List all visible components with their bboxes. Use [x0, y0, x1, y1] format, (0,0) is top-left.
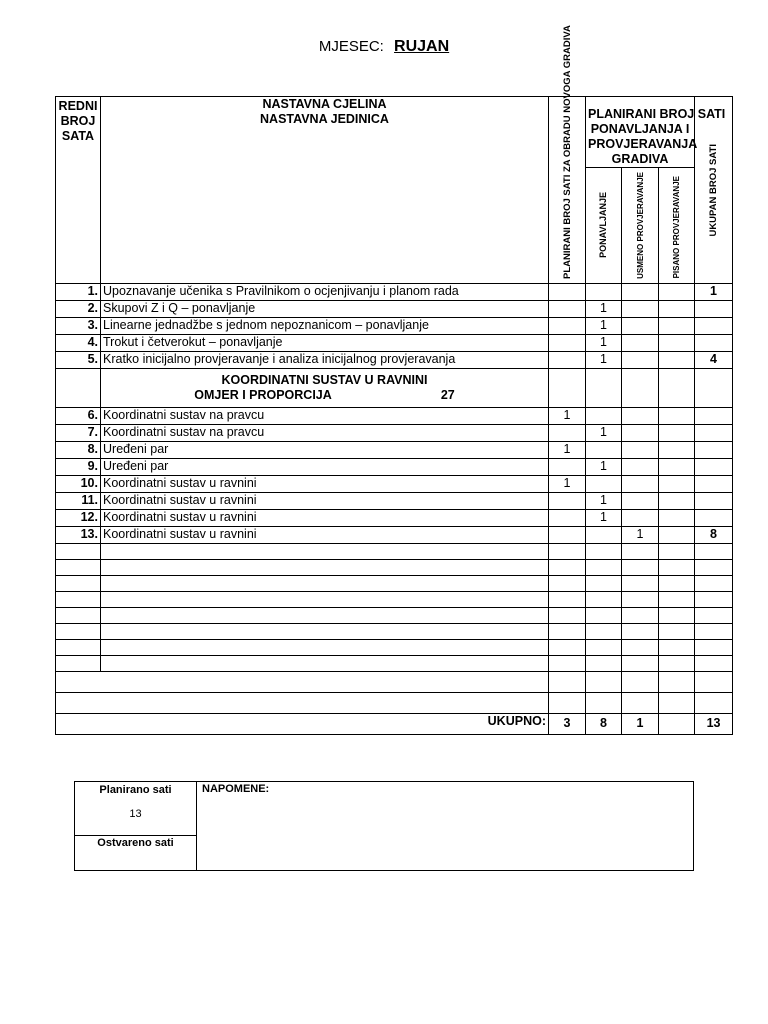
- totals-written: [659, 713, 695, 734]
- planned-hours-value: 13: [129, 808, 142, 820]
- row-number: 7.: [56, 424, 101, 441]
- row-number: 13.: [56, 526, 101, 543]
- empty-cell: [586, 559, 622, 575]
- empty-cell: [586, 639, 622, 655]
- empty-cell: [659, 671, 695, 692]
- row-repeat: [586, 283, 622, 300]
- row-oral: [622, 300, 659, 317]
- empty-row: [56, 655, 733, 671]
- row-new: [549, 509, 586, 526]
- row-unit: Koordinatni sustav na pravcu: [101, 407, 549, 424]
- empty-cell: [695, 692, 733, 713]
- empty-cell: [56, 575, 101, 591]
- header-oral-text: USMENO PROVJERAVANJE: [635, 172, 645, 279]
- row-new: [549, 283, 586, 300]
- header-new-material: [549, 24, 586, 284]
- row-unit: Koordinatni sustav u ravnini: [101, 509, 549, 526]
- planned-hours-cell: [75, 782, 197, 836]
- empty-cell: [549, 671, 586, 692]
- empty-row: [56, 692, 733, 713]
- row-total: [695, 300, 733, 317]
- row-written: [659, 509, 695, 526]
- row-number: 1.: [56, 283, 101, 300]
- row-total: [695, 509, 733, 526]
- empty-cell: [695, 607, 733, 623]
- empty-cell: [56, 607, 101, 623]
- empty-cell: [622, 591, 659, 607]
- row-unit: Uređeni par: [101, 441, 549, 458]
- empty-cell: [549, 655, 586, 671]
- row-repeat: 1: [586, 300, 622, 317]
- row-written: [659, 407, 695, 424]
- empty-cell: [659, 543, 695, 559]
- realized-hours-label: Ostvareno sati: [97, 837, 174, 849]
- row-number: 6.: [56, 407, 101, 424]
- row-total: 4: [695, 351, 733, 368]
- month-label: MJESEC:: [318, 38, 384, 55]
- header-group-line: GRADIVA: [611, 152, 669, 166]
- row-unit: Skupovi Z i Q – ponavljanje: [101, 300, 549, 317]
- empty-cell: [622, 559, 659, 575]
- row-written: [659, 441, 695, 458]
- header-unit: [101, 97, 549, 284]
- empty-cell: [586, 575, 622, 591]
- empty-cell: [56, 543, 101, 559]
- empty-cell: [101, 559, 549, 575]
- row-oral: [622, 334, 659, 351]
- row-written: [659, 283, 695, 300]
- row-unit: Upoznavanje učenika s Pravilnikom o ocjenjivanju i planom rada: [101, 283, 549, 300]
- row-new: [549, 334, 586, 351]
- row-repeat: 1: [586, 424, 622, 441]
- row-total: 8: [695, 526, 733, 543]
- row-total: [695, 334, 733, 351]
- empty-row: [56, 623, 733, 639]
- row-number: 8.: [56, 441, 101, 458]
- table-row: [56, 407, 733, 424]
- header-total-text: UKUPAN BROJ SATI: [708, 143, 720, 237]
- row-written: [659, 475, 695, 492]
- empty-cell: [549, 623, 586, 639]
- row-new: 1: [549, 407, 586, 424]
- empty-cell: [622, 543, 659, 559]
- empty-cell: [659, 591, 695, 607]
- empty-row: [56, 671, 733, 692]
- notes-label: NAPOMENE:: [202, 783, 270, 795]
- row-written: [659, 424, 695, 441]
- row-repeat: 1: [586, 458, 622, 475]
- header-repeat: [586, 168, 622, 284]
- section-empty: [622, 368, 659, 407]
- empty-cell: [101, 575, 549, 591]
- empty-cell: [622, 623, 659, 639]
- row-oral: [622, 424, 659, 441]
- empty-cell: [622, 692, 659, 713]
- row-new: [549, 317, 586, 334]
- row-number: 11.: [56, 492, 101, 509]
- empty-cell: [56, 559, 101, 575]
- header-rb-line: SATA: [61, 129, 95, 143]
- empty-cell: [659, 692, 695, 713]
- row-total: [695, 441, 733, 458]
- table-row: [56, 424, 733, 441]
- empty-row: [56, 543, 733, 559]
- empty-cell: [549, 607, 586, 623]
- row-oral: [622, 441, 659, 458]
- empty-cell: [586, 607, 622, 623]
- empty-cell: [56, 671, 549, 692]
- empty-cell: [549, 575, 586, 591]
- row-unit: Uređeni par: [101, 458, 549, 475]
- row-written: [659, 334, 695, 351]
- empty-cell: [586, 655, 622, 671]
- section-empty: [586, 368, 622, 407]
- header-total: [695, 97, 733, 284]
- row-written: [659, 526, 695, 543]
- row-oral: [622, 283, 659, 300]
- row-number: 5.: [56, 351, 101, 368]
- row-repeat: [586, 407, 622, 424]
- section-line2-wrap: [103, 388, 546, 403]
- row-unit: Trokut i četverokut – ponavljanje: [101, 334, 549, 351]
- empty-cell: [695, 575, 733, 591]
- table-row: [56, 492, 733, 509]
- empty-cell: [622, 655, 659, 671]
- header-written-text: PISANO PROVJERAVANJE: [672, 176, 681, 279]
- section-hours: 27: [440, 387, 455, 402]
- row-new: 1: [549, 441, 586, 458]
- header-repeat-text: PONAVLJANJE: [598, 192, 608, 259]
- row-oral: [622, 317, 659, 334]
- table-row: [56, 441, 733, 458]
- row-number: 3.: [56, 317, 101, 334]
- totals-row: [56, 713, 733, 734]
- empty-cell: [549, 559, 586, 575]
- empty-cell: [622, 671, 659, 692]
- section-empty: [549, 368, 586, 407]
- row-repeat: 1: [586, 492, 622, 509]
- totals-sum: 13: [695, 713, 733, 734]
- empty-cell: [659, 607, 695, 623]
- row-repeat: [586, 526, 622, 543]
- row-total: [695, 407, 733, 424]
- empty-cell: [56, 623, 101, 639]
- row-repeat: 1: [586, 509, 622, 526]
- empty-cell: [549, 692, 586, 713]
- row-new: [549, 351, 586, 368]
- empty-cell: [695, 655, 733, 671]
- header-unit-line: NASTAVNA JEDINICA: [260, 112, 389, 126]
- row-repeat: 1: [586, 334, 622, 351]
- row-new: [549, 526, 586, 543]
- row-oral: [622, 492, 659, 509]
- table-row: [56, 509, 733, 526]
- empty-cell: [549, 591, 586, 607]
- summary-table: [74, 781, 694, 871]
- header-group-line: PLANIRANI BROJ SATI: [588, 107, 726, 121]
- notes-cell: [197, 782, 694, 871]
- empty-cell: [101, 655, 549, 671]
- empty-cell: [659, 575, 695, 591]
- header-unit-line: NASTAVNA CJELINA: [262, 97, 387, 111]
- row-total: [695, 458, 733, 475]
- row-oral: [622, 351, 659, 368]
- empty-cell: [549, 639, 586, 655]
- row-total: 1: [695, 283, 733, 300]
- totals-label: UKUPNO:: [56, 713, 549, 734]
- row-written: [659, 458, 695, 475]
- row-unit: Linearne jednadžbe s jednom nepoznanicom – ponavljanje: [101, 317, 549, 334]
- empty-cell: [622, 607, 659, 623]
- empty-cell: [695, 591, 733, 607]
- row-oral: [622, 407, 659, 424]
- row-written: [659, 492, 695, 509]
- section-line2: OMJER I PROPORCIJA: [194, 387, 332, 402]
- table-row: [56, 300, 733, 317]
- row-number: 4.: [56, 334, 101, 351]
- row-unit: Koordinatni sustav na pravcu: [101, 424, 549, 441]
- row-number: 2.: [56, 300, 101, 317]
- row-new: 1: [549, 475, 586, 492]
- row-oral: [622, 509, 659, 526]
- row-repeat: [586, 441, 622, 458]
- table-row: [56, 458, 733, 475]
- row-repeat: 1: [586, 351, 622, 368]
- row-new: [549, 458, 586, 475]
- row-number: 12.: [56, 509, 101, 526]
- header-group-line: PROVJERAVANJA: [588, 137, 698, 151]
- empty-cell: [695, 623, 733, 639]
- empty-cell: [56, 591, 101, 607]
- planned-hours-label: Planirano sati: [99, 784, 172, 796]
- row-new: [549, 300, 586, 317]
- row-oral: [622, 458, 659, 475]
- header-written: [659, 168, 695, 284]
- row-oral: [622, 475, 659, 492]
- empty-row: [56, 591, 733, 607]
- page-title: [0, 38, 768, 56]
- empty-cell: [101, 623, 549, 639]
- row-written: [659, 351, 695, 368]
- empty-cell: [101, 543, 549, 559]
- empty-cell: [659, 559, 695, 575]
- header-new-material-text: PLANIRANI BROJ SATI ZA OBRADU NOVOGA GRADIVA: [561, 24, 573, 279]
- empty-cell: [659, 623, 695, 639]
- section-empty: [659, 368, 695, 407]
- header-group-line: PONAVLJANJA I: [590, 122, 690, 136]
- empty-cell: [586, 543, 622, 559]
- empty-cell: [586, 623, 622, 639]
- row-unit: Koordinatni sustav u ravnini: [101, 492, 549, 509]
- empty-cell: [622, 639, 659, 655]
- header-rb-line: REDNI: [58, 99, 98, 113]
- empty-cell: [695, 543, 733, 559]
- header-rb: [56, 97, 101, 284]
- empty-cell: [549, 543, 586, 559]
- empty-row: [56, 559, 733, 575]
- row-total: [695, 492, 733, 509]
- table-row: [56, 526, 733, 543]
- totals-new: 3: [549, 713, 586, 734]
- empty-cell: [622, 575, 659, 591]
- section-line1: KOORDINATNI SUSTAV U RAVNINI: [221, 372, 428, 387]
- table-row: [56, 334, 733, 351]
- totals-oral: 1: [622, 713, 659, 734]
- empty-cell: [101, 639, 549, 655]
- row-total: [695, 424, 733, 441]
- header-rb-line: BROJ: [60, 114, 96, 128]
- row-repeat: [586, 475, 622, 492]
- header-group: [586, 97, 726, 168]
- row-total: [695, 317, 733, 334]
- section-title-cell: [101, 368, 549, 407]
- row-number: 10.: [56, 475, 101, 492]
- section-num-cell: [56, 368, 101, 407]
- table-row: [56, 351, 733, 368]
- row-unit: Koordinatni sustav u ravnini: [101, 475, 549, 492]
- row-unit: Kratko inicijalno provjeravanje i analiza inicijalnog provjeravanja: [101, 351, 549, 368]
- empty-cell: [56, 639, 101, 655]
- empty-cell: [101, 607, 549, 623]
- totals-repeat: 8: [586, 713, 622, 734]
- empty-cell: [695, 671, 733, 692]
- empty-cell: [586, 591, 622, 607]
- empty-cell: [586, 692, 622, 713]
- empty-cell: [659, 655, 695, 671]
- empty-cell: [695, 559, 733, 575]
- table-row: [56, 317, 733, 334]
- row-oral: 1: [622, 526, 659, 543]
- row-total: [695, 475, 733, 492]
- table-row: [56, 283, 733, 300]
- empty-row: [56, 639, 733, 655]
- row-written: [659, 317, 695, 334]
- section-empty: [695, 368, 733, 407]
- empty-cell: [56, 655, 101, 671]
- empty-cell: [695, 639, 733, 655]
- realized-hours-cell: [75, 836, 197, 871]
- row-unit: Koordinatni sustav u ravnini: [101, 526, 549, 543]
- row-number: 9.: [56, 458, 101, 475]
- empty-cell: [101, 591, 549, 607]
- row-written: [659, 300, 695, 317]
- header-oral: [622, 168, 659, 284]
- empty-cell: [56, 692, 549, 713]
- row-new: [549, 492, 586, 509]
- empty-cell: [586, 671, 622, 692]
- row-new: [549, 424, 586, 441]
- empty-row: [56, 607, 733, 623]
- month-value: RUJAN: [394, 38, 450, 55]
- section-row: [56, 368, 733, 407]
- empty-cell: [659, 639, 695, 655]
- row-repeat: 1: [586, 317, 622, 334]
- table-row: [56, 475, 733, 492]
- empty-row: [56, 575, 733, 591]
